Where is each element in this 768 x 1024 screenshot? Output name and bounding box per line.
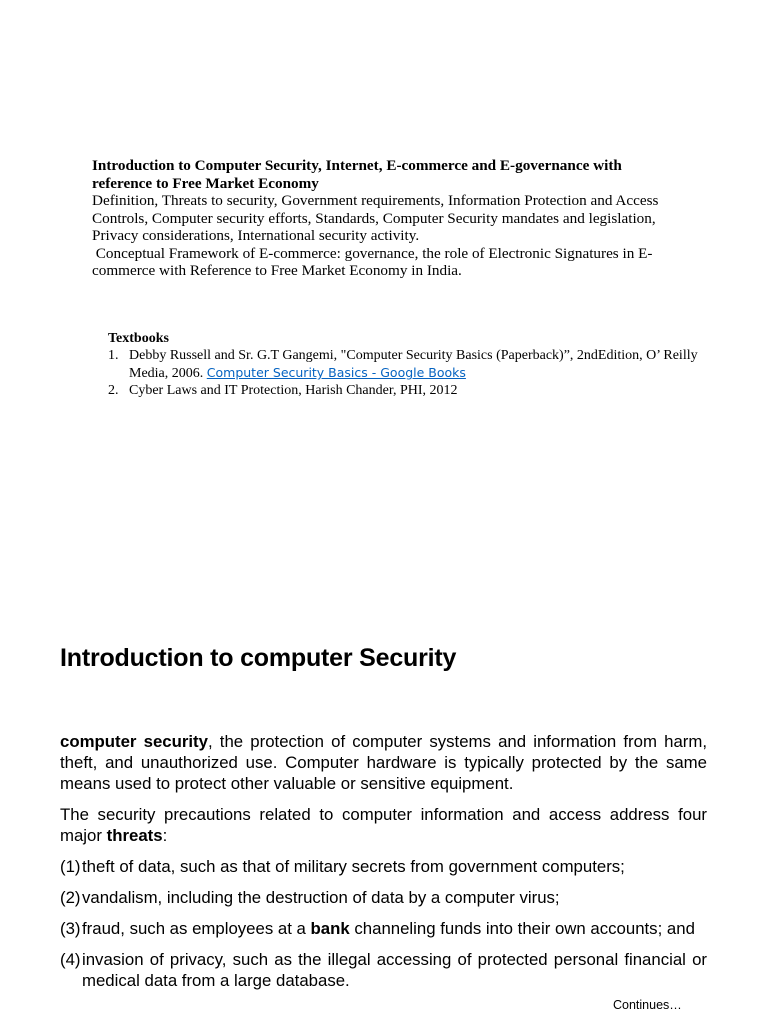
syllabus-paragraph-2: Conceptual Framework of E-commerce: governance, the role of Electronic Signatures in E-commerce with Reference to Free Market Economy in India. [92, 244, 653, 279]
textbook-citation: Cyber Laws and IT Protection, Harish Chander, PHI, 2012 [129, 383, 458, 398]
threat-item [60, 918, 707, 939]
threat-text: vandalism, including the destruction of data by a computer virus; [82, 888, 560, 907]
threat-item [60, 887, 707, 908]
page-title: Introduction to computer Security [60, 644, 457, 672]
threat-text-end: channeling funds into their own accounts; and [349, 919, 695, 938]
threat-text: fraud, such as employees at a [82, 919, 311, 938]
textbook-citation: Debby Russell and Sr. G.T Gangemi, "Computer Security Basics (Paperback)”, 2ndEdition, O’ Reilly Media, 2006. [129, 348, 698, 381]
threat-bold-term: bank [310, 919, 350, 938]
threat-text: theft of [82, 857, 138, 876]
textbooks-title: Textbooks [108, 331, 169, 346]
threat-number: (1) [60, 857, 81, 876]
list-number: 2. [108, 383, 119, 398]
threat-item [60, 856, 707, 877]
list-number: 1. [108, 348, 119, 363]
syllabus-block [92, 157, 660, 280]
intro-bold-term: computer security [60, 732, 208, 751]
list-item [108, 382, 720, 399]
threat-number: (4) [60, 950, 81, 969]
intro-text: , the protection of computer systems and information from harm, theft, and unauthorized use. Computer hardware is typically protected by the same means used to protect other valuable or sensitive equipment. [60, 732, 708, 793]
syllabus-heading: Introduction to Computer Security, Internet, E-commerce and E-governance with reference to Free Market Economy [92, 157, 622, 192]
threat-text-end: , such as that of military secrets from government computers; [170, 857, 625, 876]
threats-paragraph [60, 804, 707, 846]
threat-number: (3) [60, 919, 81, 938]
intro-paragraph [60, 731, 707, 794]
textbooks-list [108, 347, 720, 399]
threats-colon: : [162, 826, 168, 845]
threat-number: (2) [60, 888, 81, 907]
threat-item [60, 949, 707, 991]
threats-bold-term: threats [106, 826, 163, 845]
threat-text: invasion of privacy, such as the illegal accessing of protected personal financial or medical data from a large database. [82, 950, 707, 990]
google-books-link[interactable]: Computer Security Basics - Google Books [206, 365, 466, 380]
threats-text: The security precautions related to computer information and access address four major [60, 805, 707, 845]
textbooks-block [108, 330, 720, 399]
syllabus-paragraph-1: Definition, Threats to security, Government requirements, Information Protection and Access Controls, Computer security efforts, Standards, Computer Security mandates and legislation, Privacy considerations, International security activity. [92, 192, 659, 244]
continues-note: Continues… [613, 998, 682, 1012]
section-body [60, 731, 707, 1001]
list-item [108, 347, 720, 382]
threat-term: data [137, 857, 171, 876]
